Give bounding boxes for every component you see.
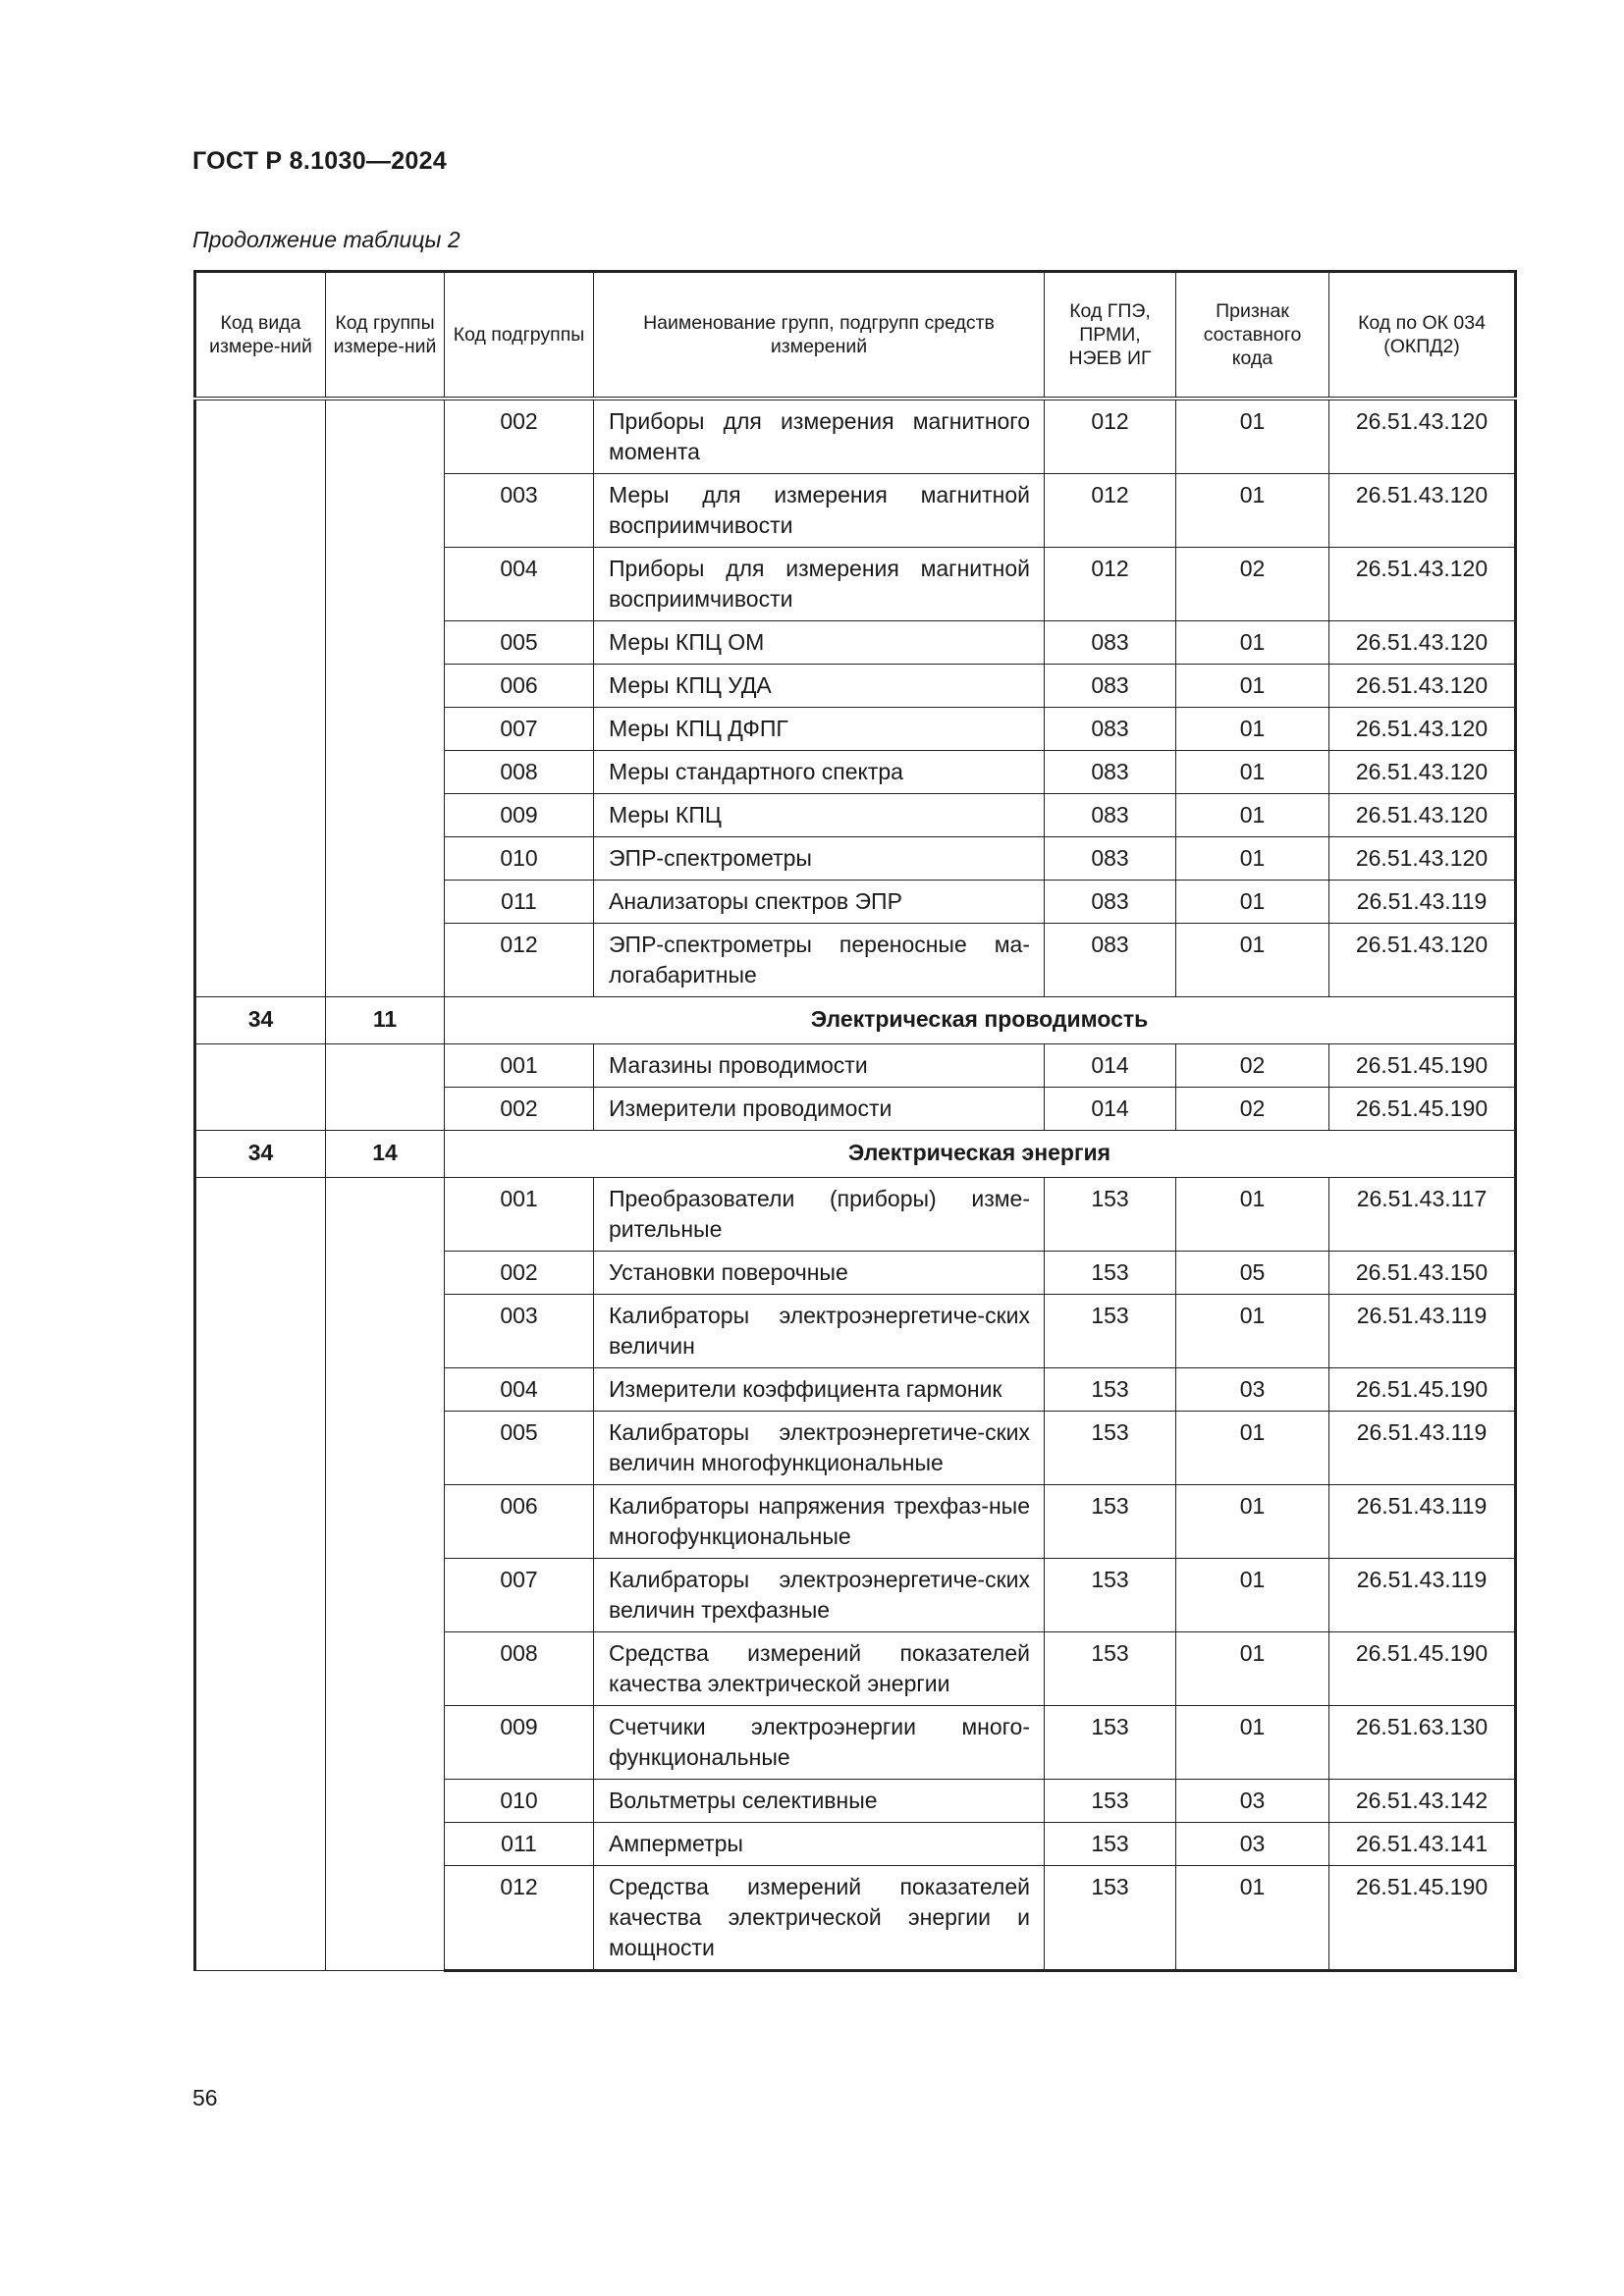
composite-flag-cell: 01 (1176, 881, 1329, 924)
composite-flag-cell: 01 (1176, 794, 1329, 837)
instrument-name-cell: Измерители коэффициента гармоник (594, 1368, 1045, 1412)
section-group-code: 14 (326, 1131, 445, 1178)
composite-flag-cell: 01 (1176, 1632, 1329, 1706)
subgroup-code-cell: 007 (445, 708, 594, 751)
gpe-code-cell: 153 (1045, 1178, 1176, 1252)
instrument-name-cell: ЭПР-спектрометры переносные ма-логабаритные (594, 924, 1045, 997)
composite-flag-cell: 05 (1176, 1252, 1329, 1295)
okpd-code-cell: 26.51.43.141 (1329, 1823, 1516, 1866)
gpe-code-cell: 153 (1045, 1632, 1176, 1706)
composite-flag-cell: 01 (1176, 1706, 1329, 1780)
table-row (195, 399, 1516, 474)
gpe-code-cell: 083 (1045, 708, 1176, 751)
okpd-code-cell: 26.51.43.119 (1329, 1412, 1516, 1485)
composite-flag-cell: 01 (1176, 751, 1329, 794)
okpd-code-cell: 26.51.43.117 (1329, 1178, 1516, 1252)
okpd-code-cell: 26.51.43.119 (1329, 1295, 1516, 1368)
composite-flag-cell: 01 (1176, 1295, 1329, 1368)
instrument-name-cell: Меры КПЦ ДФПГ (594, 708, 1045, 751)
composite-flag-cell: 01 (1176, 474, 1329, 548)
okpd-code-cell: 26.51.43.120 (1329, 621, 1516, 665)
header-group-code: Код группы измере-ний (326, 272, 445, 400)
header-composite-flag: Признак составного кода (1176, 272, 1329, 400)
instrument-name-cell: Калибраторы электроэнергетиче-ских величин многофункциональные (594, 1412, 1045, 1485)
composite-flag-cell: 01 (1176, 1178, 1329, 1252)
instrument-name-cell: Измерители проводимости (594, 1088, 1045, 1131)
okpd-code-cell: 26.51.45.190 (1329, 1368, 1516, 1412)
group-code-cell-empty (326, 399, 445, 997)
document-title: ГОСТ Р 8.1030—2024 (192, 147, 448, 175)
composite-flag-cell: 01 (1176, 1559, 1329, 1632)
section-kind-code: 34 (195, 997, 326, 1044)
subgroup-code-cell: 012 (445, 1866, 594, 1971)
header-name: Наименование групп, подгрупп средств измерений (594, 272, 1045, 400)
subgroup-code-cell: 006 (445, 1485, 594, 1559)
instrument-name-cell: Средства измерений показателей качества электрической энергии и мощности (594, 1866, 1045, 1971)
subgroup-code-cell: 002 (445, 1088, 594, 1131)
gpe-code-cell: 153 (1045, 1559, 1176, 1632)
instrument-name-cell: Меры для измерения магнитной восприимчивости (594, 474, 1045, 548)
subgroup-code-cell: 007 (445, 1559, 594, 1632)
subgroup-code-cell: 004 (445, 1368, 594, 1412)
header-okpd-code: Код по ОК 034 (ОКПД2) (1329, 272, 1516, 400)
composite-flag-cell: 02 (1176, 1044, 1329, 1088)
okpd-code-cell: 26.51.43.119 (1329, 881, 1516, 924)
instrument-name-cell: Анализаторы спектров ЭПР (594, 881, 1045, 924)
instrument-name-cell: Преобразователи (приборы) изме-рительные (594, 1178, 1045, 1252)
subgroup-code-cell: 004 (445, 548, 594, 621)
composite-flag-cell: 01 (1176, 1866, 1329, 1971)
okpd-code-cell: 26.51.43.120 (1329, 548, 1516, 621)
okpd-code-cell: 26.51.43.120 (1329, 474, 1516, 548)
okpd-code-cell: 26.51.45.190 (1329, 1044, 1516, 1088)
group-code-cell-empty (326, 1044, 445, 1131)
gpe-code-cell: 153 (1045, 1780, 1176, 1823)
composite-flag-cell: 01 (1176, 708, 1329, 751)
gpe-code-cell: 014 (1045, 1044, 1176, 1088)
instrument-name-cell: Установки поверочные (594, 1252, 1045, 1295)
instrument-name-cell: Средства измерений показателей качества электрической энергии (594, 1632, 1045, 1706)
page-number: 56 (192, 2085, 218, 2110)
subgroup-code-cell: 010 (445, 1780, 594, 1823)
measurement-codes-table (193, 270, 1517, 1972)
okpd-code-cell: 26.51.43.120 (1329, 665, 1516, 708)
gpe-code-cell: 153 (1045, 1252, 1176, 1295)
gpe-code-cell: 083 (1045, 837, 1176, 881)
instrument-name-cell: ЭПР-спектрометры (594, 837, 1045, 881)
kind-code-cell-empty (195, 1178, 326, 1971)
subgroup-code-cell: 001 (445, 1178, 594, 1252)
composite-flag-cell: 03 (1176, 1780, 1329, 1823)
gpe-code-cell: 012 (1045, 548, 1176, 621)
okpd-code-cell: 26.51.43.120 (1329, 751, 1516, 794)
okpd-code-cell: 26.51.43.120 (1329, 708, 1516, 751)
gpe-code-cell: 153 (1045, 1485, 1176, 1559)
gpe-code-cell: 083 (1045, 924, 1176, 997)
kind-code-cell-empty (195, 1044, 326, 1131)
instrument-name-cell: Приборы для измерения магнитного момента (594, 399, 1045, 474)
subgroup-code-cell: 011 (445, 881, 594, 924)
composite-flag-cell: 01 (1176, 399, 1329, 474)
okpd-code-cell: 26.51.43.120 (1329, 924, 1516, 997)
subgroup-code-cell: 001 (445, 1044, 594, 1088)
composite-flag-cell: 01 (1176, 621, 1329, 665)
subgroup-code-cell: 008 (445, 1632, 594, 1706)
gpe-code-cell: 153 (1045, 1866, 1176, 1971)
subgroup-code-cell: 008 (445, 751, 594, 794)
subgroup-code-cell: 005 (445, 1412, 594, 1485)
subgroup-code-cell: 006 (445, 665, 594, 708)
subgroup-code-cell: 002 (445, 1252, 594, 1295)
table-caption: Продолжение таблицы 2 (192, 227, 460, 252)
header-kind-code: Код вида измере-ний (195, 272, 326, 400)
instrument-name-cell: Счетчики электроэнергии много-функциональные (594, 1706, 1045, 1780)
section-title: Электрическая проводимость (445, 997, 1516, 1044)
composite-flag-cell: 01 (1176, 837, 1329, 881)
okpd-code-cell: 26.51.45.190 (1329, 1632, 1516, 1706)
section-header-row (195, 997, 1516, 1044)
table-header-row (195, 272, 1516, 400)
kind-code-cell-empty (195, 399, 326, 997)
gpe-code-cell: 083 (1045, 665, 1176, 708)
instrument-name-cell: Калибраторы электроэнергетиче-ских величин трехфазные (594, 1559, 1045, 1632)
table-row (195, 1044, 1516, 1088)
instrument-name-cell: Меры КПЦ ОМ (594, 621, 1045, 665)
okpd-code-cell: 26.51.45.190 (1329, 1088, 1516, 1131)
okpd-code-cell: 26.51.43.150 (1329, 1252, 1516, 1295)
subgroup-code-cell: 003 (445, 1295, 594, 1368)
instrument-name-cell: Меры КПЦ УДА (594, 665, 1045, 708)
okpd-code-cell: 26.51.45.190 (1329, 1866, 1516, 1971)
gpe-code-cell: 014 (1045, 1088, 1176, 1131)
gpe-code-cell: 153 (1045, 1295, 1176, 1368)
table-row (195, 1178, 1516, 1252)
okpd-code-cell: 26.51.43.119 (1329, 1485, 1516, 1559)
gpe-code-cell: 153 (1045, 1368, 1176, 1412)
gpe-code-cell: 083 (1045, 751, 1176, 794)
composite-flag-cell: 01 (1176, 1485, 1329, 1559)
header-gpe-code: Код ГПЭ, ПРМИ, НЭЕВ ИГ (1045, 272, 1176, 400)
group-code-cell-empty (326, 1178, 445, 1971)
composite-flag-cell: 02 (1176, 548, 1329, 621)
instrument-name-cell: Калибраторы напряжения трехфаз-ные многофункциональные (594, 1485, 1045, 1559)
instrument-name-cell: Амперметры (594, 1823, 1045, 1866)
composite-flag-cell: 03 (1176, 1368, 1329, 1412)
composite-flag-cell: 01 (1176, 1412, 1329, 1485)
okpd-code-cell: 26.51.63.130 (1329, 1706, 1516, 1780)
gpe-code-cell: 012 (1045, 399, 1176, 474)
okpd-code-cell: 26.51.43.120 (1329, 837, 1516, 881)
gpe-code-cell: 083 (1045, 794, 1176, 837)
gpe-code-cell: 153 (1045, 1412, 1176, 1485)
subgroup-code-cell: 010 (445, 837, 594, 881)
okpd-code-cell: 26.51.43.142 (1329, 1780, 1516, 1823)
instrument-name-cell: Приборы для измерения магнитной восприимчивости (594, 548, 1045, 621)
subgroup-code-cell: 005 (445, 621, 594, 665)
gpe-code-cell: 083 (1045, 621, 1176, 665)
section-title: Электрическая энергия (445, 1131, 1516, 1178)
instrument-name-cell: Калибраторы электроэнергетиче-ских величин (594, 1295, 1045, 1368)
section-group-code: 11 (326, 997, 445, 1044)
okpd-code-cell: 26.51.43.119 (1329, 1559, 1516, 1632)
gpe-code-cell: 153 (1045, 1823, 1176, 1866)
instrument-name-cell: Меры КПЦ (594, 794, 1045, 837)
section-header-row (195, 1131, 1516, 1178)
header-subgroup-code: Код подгруппы (445, 272, 594, 400)
gpe-code-cell: 083 (1045, 881, 1176, 924)
subgroup-code-cell: 002 (445, 399, 594, 474)
subgroup-code-cell: 011 (445, 1823, 594, 1866)
composite-flag-cell: 03 (1176, 1823, 1329, 1866)
subgroup-code-cell: 012 (445, 924, 594, 997)
composite-flag-cell: 02 (1176, 1088, 1329, 1131)
okpd-code-cell: 26.51.43.120 (1329, 794, 1516, 837)
composite-flag-cell: 01 (1176, 924, 1329, 997)
section-kind-code: 34 (195, 1131, 326, 1178)
composite-flag-cell: 01 (1176, 665, 1329, 708)
okpd-code-cell: 26.51.43.120 (1329, 399, 1516, 474)
instrument-name-cell: Магазины проводимости (594, 1044, 1045, 1088)
instrument-name-cell: Меры стандартного спектра (594, 751, 1045, 794)
subgroup-code-cell: 003 (445, 474, 594, 548)
gpe-code-cell: 012 (1045, 474, 1176, 548)
gpe-code-cell: 153 (1045, 1706, 1176, 1780)
subgroup-code-cell: 009 (445, 1706, 594, 1780)
instrument-name-cell: Вольтметры селективные (594, 1780, 1045, 1823)
subgroup-code-cell: 009 (445, 794, 594, 837)
